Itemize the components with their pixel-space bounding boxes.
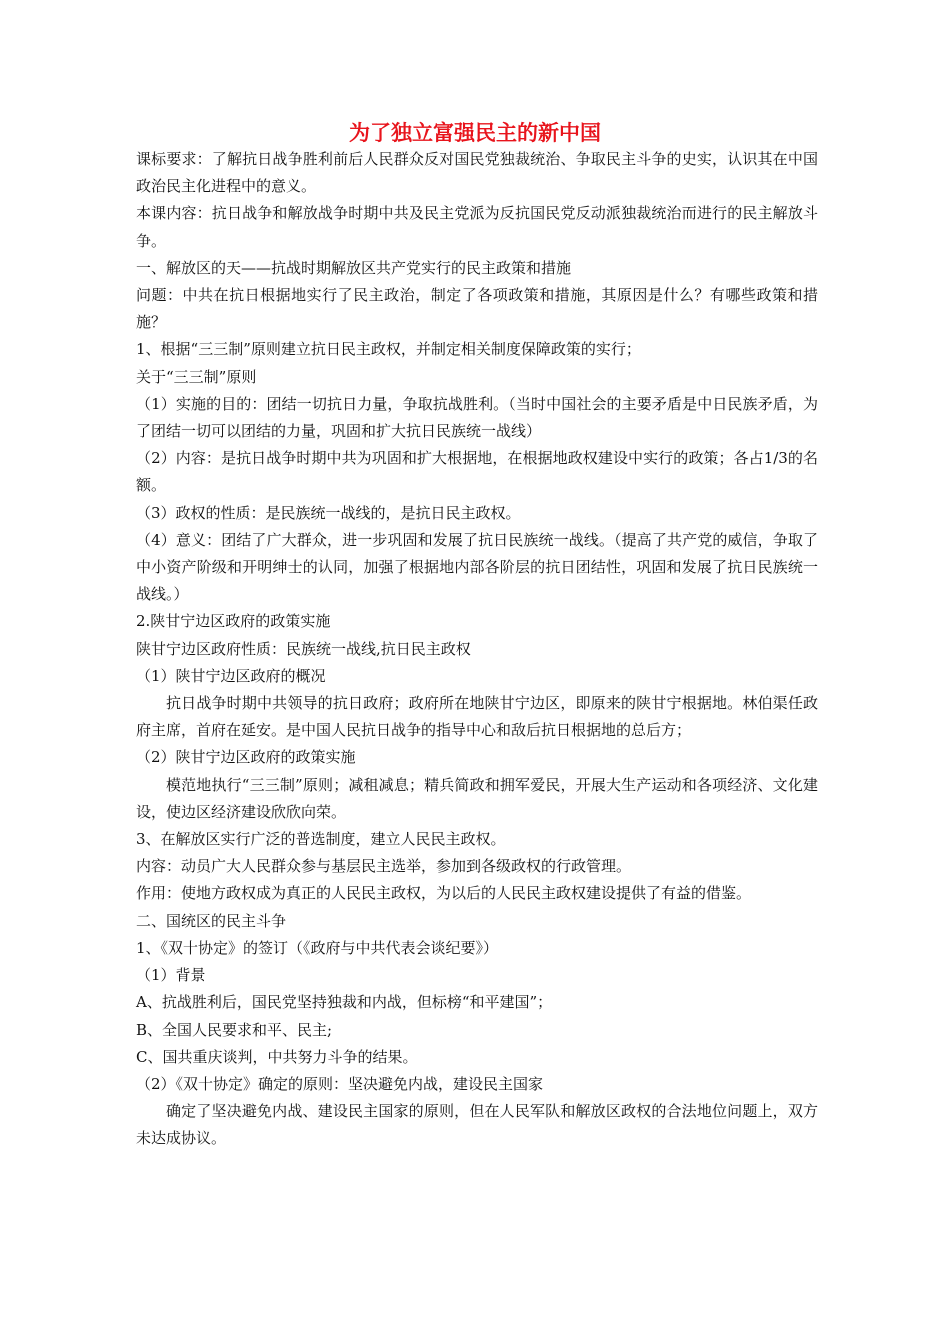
paragraph: 作用：使地方政权成为真正的人民民主政权，为以后的人民民主政权建设提供了有益的借鉴。 [136,884,752,903]
paragraph: （1）实施的目的：团结一切抗日力量，争取抗战胜利。（当时中国社会的主要矛盾是中日民族矛盾，为了团结一切可以团结的力量，巩固和扩大抗日民族统一战线） [136,394,818,441]
paragraph: 关于“三三制”原则 [136,367,257,386]
paragraph: A、抗战胜利后，国民党坚持独裁和内战，但标榜“和平建国”； [136,993,553,1012]
paragraph: 2.陕甘宁边区政府的政策实施 [136,612,331,631]
paragraph: 陕甘宁边区政府性质：民族统一战线,抗日民主政权 [136,639,471,658]
paragraph: （2）《双十协定》确定的原则：坚决避免内战，建设民主国家 [136,1074,544,1093]
paragraph: 抗日战争时期中共领导的抗日政府；政府所在地陕甘宁边区，即原来的陕甘宁根据地。林伯渠任政府主席，首府在延安。是中国人民抗日战争的指导中心和敌后抗日根据地的总后方； [136,694,818,740]
paragraph: 模范地执行“三三制”原则；减租减息；精兵简政和拥军爱民，开展大生产运动和各项经济、文化建设，使边区经济建设欣欣向荣。 [136,775,818,821]
paragraph: （1）陕甘宁边区政府的概况 [136,666,326,685]
section-heading: 一、解放区的天——抗战时期解放区共产党实行的民主政策和措施 [136,258,572,277]
paragraph: C、国共重庆谈判，中共努力斗争的结果。 [136,1047,418,1066]
document-body [136,146,818,1153]
paragraph: （2）内容：是抗日战争时期中共为巩固和扩大根据地，在根据地政权建设中实行的政策；各占1/3的名额。 [136,449,818,495]
paragraph: 3、在解放区实行广泛的普选制度，建立人民民主政权。 [136,830,506,849]
paragraph: （4）意义：团结了广大群众，进一步巩固和发展了抗日民族统一战线。（提高了共产党的威信，争取了中小资产阶级和开明绅士的认同，加强了根据地内部各阶层的抗日团结性，巩固和发展了抗日民族统一战线。） [136,530,818,604]
paragraph: 1、根据“三三制”原则建立抗日民主政权，并制定相关制度保障政策的实行； [136,340,641,359]
paragraph: （2）陕甘宁边区政府的政策实施 [136,748,356,767]
paragraph: （3）政权的性质：是民族统一战线的，是抗日民主政权。 [136,503,521,522]
paragraph: 本课内容：抗日战争和解放战争时期中共及民主党派为反抗国民党反动派独裁统治而进行的民主解放斗争。 [136,204,818,250]
section-heading: 二、国统区的民主斗争 [136,911,287,930]
paragraph: （1）背景 [136,966,206,985]
paragraph: 内容：动员广大人民群众参与基层民主选举，参加到各级政权的行政管理。 [136,857,632,876]
document-title: 为了独立富强民主的新中国 [349,121,601,145]
paragraph: 问题：中共在抗日根据地实行了民主政治，制定了各项政策和措施，其原因是什么？有哪些政策和措施？ [136,286,818,332]
paragraph: B、全国人民要求和平、民主; [136,1020,333,1039]
paragraph: 确定了坚决避免内战、建设民主国家的原则，但在人民军队和解放区政权的合法地位问题上，双方未达成协议。 [136,1102,818,1148]
paragraph: 1、《双十协定》的签订（《政府与中共代表会谈纪要》） [136,938,499,957]
paragraph: 课标要求：了解抗日战争胜利前后人民群众反对国民党独裁统治、争取民主斗争的史实，认识其在中国政治民主化进程中的意义。 [136,150,818,196]
